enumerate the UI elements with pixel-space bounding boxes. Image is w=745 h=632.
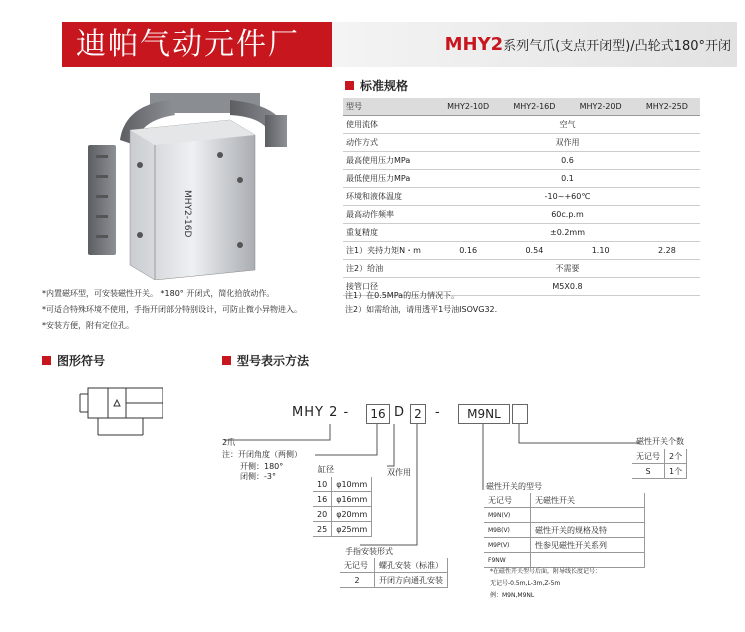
angle-open: 开侧：180° — [240, 462, 284, 471]
spec-row: 环境和液体温度 -10~+60℃ — [343, 188, 700, 206]
feature-line: *安装方便，附有定位孔。 — [42, 321, 134, 330]
switch-row: 无记号 无磁性开关 — [484, 493, 645, 508]
bore-row: 16 φ16mm — [313, 492, 372, 507]
model-code: MHY2 — [444, 34, 504, 55]
spec-header-cell: MHY2-20D — [568, 98, 634, 116]
qty-row: 无记号 2个 — [632, 449, 687, 464]
mount-row: 2 开闭方向通孔安装 — [340, 573, 448, 588]
symbol-section-title: 图形符号 — [42, 352, 105, 369]
product-subtitle: 系列气爪(支点开闭型)/凸轮式180°开闭 — [503, 39, 731, 54]
action-label: 双作用 — [387, 468, 411, 477]
spec-row: 最低使用压力MPa 0.1 — [343, 170, 700, 188]
code-mount-box: 2 — [410, 404, 426, 424]
switch-row: M9N(V) — [484, 508, 645, 523]
code-action: D — [394, 405, 405, 420]
switch-note: 例：M9N,M9NL — [490, 592, 535, 599]
spec-row: 使用流体 空气 — [343, 116, 700, 134]
mount-table — [340, 558, 448, 588]
feature-line: *内置磁环型，可安装磁性开关。 *180° 开闭式，简化拾放动作。 — [42, 289, 275, 298]
angle-note: 注：开闭角度（两侧） — [222, 450, 302, 459]
photo-model-label: MHY2-16D — [182, 190, 192, 238]
spec-row: 重复精度 ±0.2mm — [343, 224, 700, 242]
claw-label: 2爪 — [222, 438, 236, 447]
mount-row: 无记号 螺孔安装（标准） — [340, 558, 448, 573]
spec-force-row: 注1）夹持力矩N・m 0.16 0.54 1.10 2.28 — [343, 242, 700, 260]
switch-type-table — [484, 493, 645, 568]
model-section-title: 型号表示方法 — [222, 352, 309, 369]
bore-row: 25 φ25mm — [313, 522, 372, 537]
spec-row: 注2）给油 不需要 — [343, 260, 700, 278]
switch-type-title: 磁性开关的型号 — [486, 482, 542, 491]
bore-table — [313, 477, 372, 537]
code-switch-box: M9NL — [458, 404, 510, 424]
company-banner: 迪帕气动元件厂 — [62, 22, 332, 67]
spec-header-cell: MHY2-25D — [634, 98, 700, 116]
spec-row: 动作方式 双作用 — [343, 134, 700, 152]
code-claw: 2 — [329, 405, 339, 420]
mount-title: 手指安装形式 — [345, 547, 393, 556]
spec-row: 最高动作频率 60c.p.m — [343, 206, 700, 224]
spec-header-cell: MHY2-16D — [501, 98, 567, 116]
bore-row: 10 φ10mm — [313, 477, 372, 492]
switch-row: F9NW — [484, 553, 645, 568]
bore-row: 20 φ20mm — [313, 507, 372, 522]
bore-title: 缸径 — [318, 465, 334, 474]
feature-line: *可适合特殊环境不使用，手指开闭部分特别设计，可防止微小异物进入。 — [42, 305, 302, 314]
spec-note: 注2）如需给油，请用透平1号油ISOVG32. — [345, 305, 498, 314]
spec-row: 最高使用压力MPa 0.6 — [343, 152, 700, 170]
switch-note: 无记号-0.5m,L-3m,Z-5m — [490, 580, 561, 587]
switch-row: M9P(V) 性参见磁性开关系列 — [484, 538, 645, 553]
spec-header-cell: MHY2-10D — [435, 98, 501, 116]
qty-title: 磁性开关个数 — [636, 437, 684, 446]
qty-table — [632, 449, 687, 479]
qty-row: S 1个 — [632, 464, 687, 479]
spec-note: 注1）在0.5MPa的压力情况下。 — [345, 291, 460, 300]
code-prefix: MHY — [292, 405, 324, 420]
spec-section-title: 标准规格 — [345, 77, 408, 94]
model-code-line: MHY 2 - — [292, 405, 350, 420]
spec-row: 接管口径 M5X0.8 — [343, 278, 700, 296]
switch-row: M9B(V) 磁性开关的规格及特 — [484, 523, 645, 538]
switch-note: *在磁性开关型号后面，附导线长度记号： — [490, 568, 602, 575]
spec-header-label: 型号 — [343, 98, 435, 116]
angle-close: 闭侧：-3° — [240, 472, 276, 481]
code-bore-box: 16 — [366, 404, 390, 424]
